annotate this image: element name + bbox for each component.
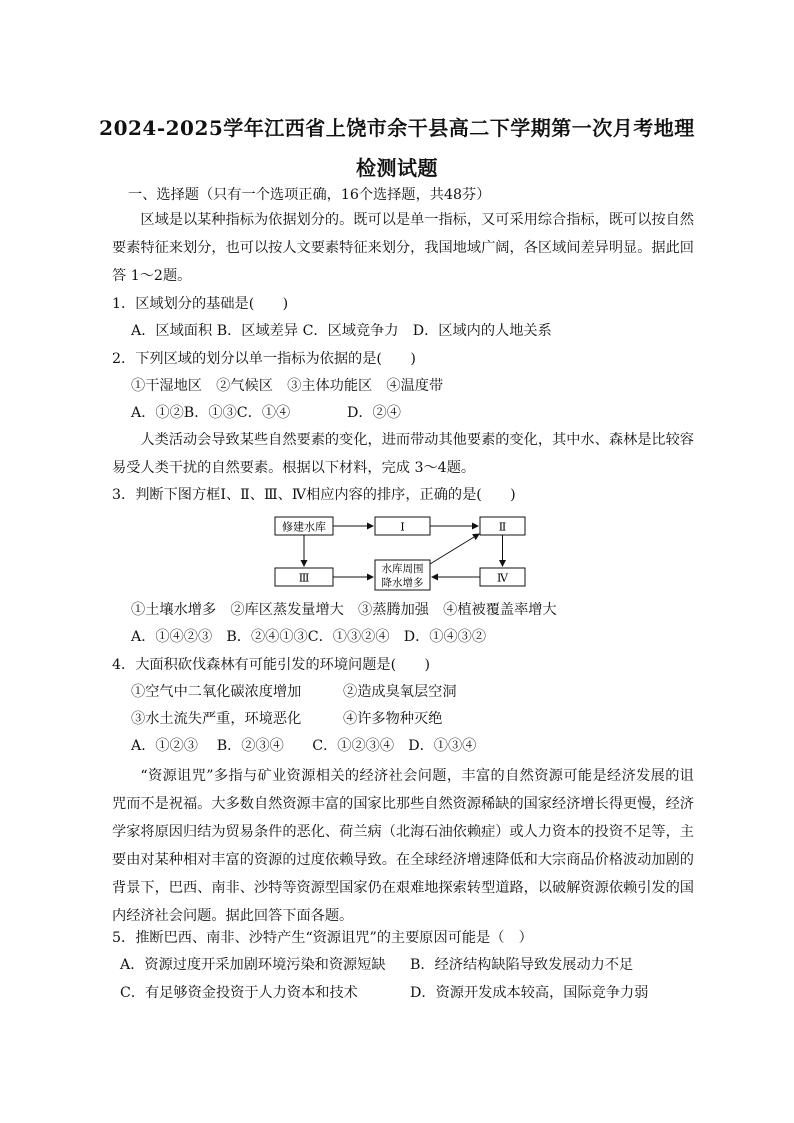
intro-paragraph-3: “资源诅咒”多指与矿业资源相关的经济社会问题，丰富的自然资源可能是经济发展的诅咒而不是祝福。大多数自然资源丰富的国家比那些自然资源稀缺的国家经济增长得更慢，经济学家将原因归结为贸易条件的恶化、荷兰病（北海石油依赖症）或人力资本的投资不足等，主要由对某种相对丰富的资源的过度依赖导致。在全球经济增速降低和大宗商品价格波动加剧的背景下，巴西、南非、沙特等资源型国家仍在艰难地探索转型道路，以破解资源依赖引发的国内经济社会问题。据此回答下面各题。: [112, 768, 694, 924]
box-center-label-2: 降水增多: [381, 577, 424, 589]
document-title-line1: 2024-2025学年江西省上饶市余干县高二下学期第一次月考地理: [99, 116, 695, 140]
box-II-label: Ⅱ: [498, 520, 507, 534]
question-4-item-1: ①空气中二氧化碳浓度增加: [131, 684, 302, 700]
question-2-options: A．①②B．①③C．①④ D．②④: [131, 405, 401, 421]
arrow-center-to-II: [430, 534, 479, 564]
intro-paragraph-2: 人类活动会导致某些自然要素的变化，进而带动其他要素的变化，其中水、森林是比较容易受人类干扰的自然要素。根据以下材料，完成 3～4题。: [112, 432, 694, 476]
question-3-options: A．①④②③ B．②④①③C．①③②④ D．①④③②: [131, 629, 487, 645]
question-5-option-A: A．资源过度开采加剧环境污染和资源短缺: [120, 957, 386, 973]
box-center-label-1: 水库周围: [381, 563, 424, 575]
question-2: 2．下列区域的划分以单一指标为依据的是( ): [112, 351, 416, 367]
box-I-label: Ⅰ: [400, 520, 405, 534]
question-1: 1．区域划分的基础是( ): [112, 296, 289, 312]
question-3-items: ①土壤水增多 ②库区蒸发量增大 ③蒸腾加强 ④植被覆盖率增大: [131, 602, 557, 618]
question-5-option-C: C．有足够资金投资于人力资本和技术: [120, 985, 358, 1001]
section-heading: 一、选择题（只有一个选项正确，16个选择题，共48芬）: [128, 187, 491, 203]
question-5-option-B: B．经济结构缺陷导致发展动力不足: [410, 957, 634, 973]
question-4: 4．大面积砍伐森林有可能引发的环境问题是( ): [112, 657, 431, 673]
box-start-label: 修建水库: [282, 520, 326, 534]
flow-diagram: [270, 512, 530, 592]
question-2-items: ①干湿地区 ②气候区 ③主体功能区 ④温度带: [131, 378, 444, 394]
question-5-options-row-2: [120, 983, 690, 1003]
question-3: 3．判断下图方框Ⅰ、Ⅱ、Ⅲ、Ⅳ相应内容的排序，正确的是( ): [112, 487, 516, 503]
document-title-line2: 检测试题: [356, 156, 438, 180]
question-4-options: A．①②③ B．②③④ C．①②③④ D．①③④: [131, 738, 477, 754]
question-1-options: A．区域面积 B．区域差异 C．区域竞争力 D．区域内的人地关系: [131, 323, 552, 339]
question-5-options-row-1: [120, 955, 690, 975]
question-5-option-D: D．资源开发成本较高，国际竞争力弱: [410, 985, 649, 1001]
intro-paragraph-1: 区域是以某种指标为依据划分的。既可以是单一指标，又可采用综合指标，既可以按自然要素特征来划分，也可以按人文要素特征来划分，我国地域广阔，各区域间差异明显。据此回答 1～2题。: [112, 212, 694, 284]
question-4-item-4: ④许多物种灭绝: [343, 711, 443, 727]
box-IV-label: Ⅳ: [497, 571, 508, 585]
question-4-item-2: ②造成臭氧层空洞: [343, 684, 457, 700]
question-4-items-row-2: [131, 709, 701, 729]
question-4-item-3: ③水土流失严重，环境恶化: [131, 711, 302, 727]
box-III-label: Ⅲ: [298, 571, 310, 585]
question-4-items-row-1: [131, 682, 701, 702]
question-5: 5．推断巴西、南非、沙特产生“资源诅咒”的主要原因可能是（ ）: [112, 930, 533, 946]
